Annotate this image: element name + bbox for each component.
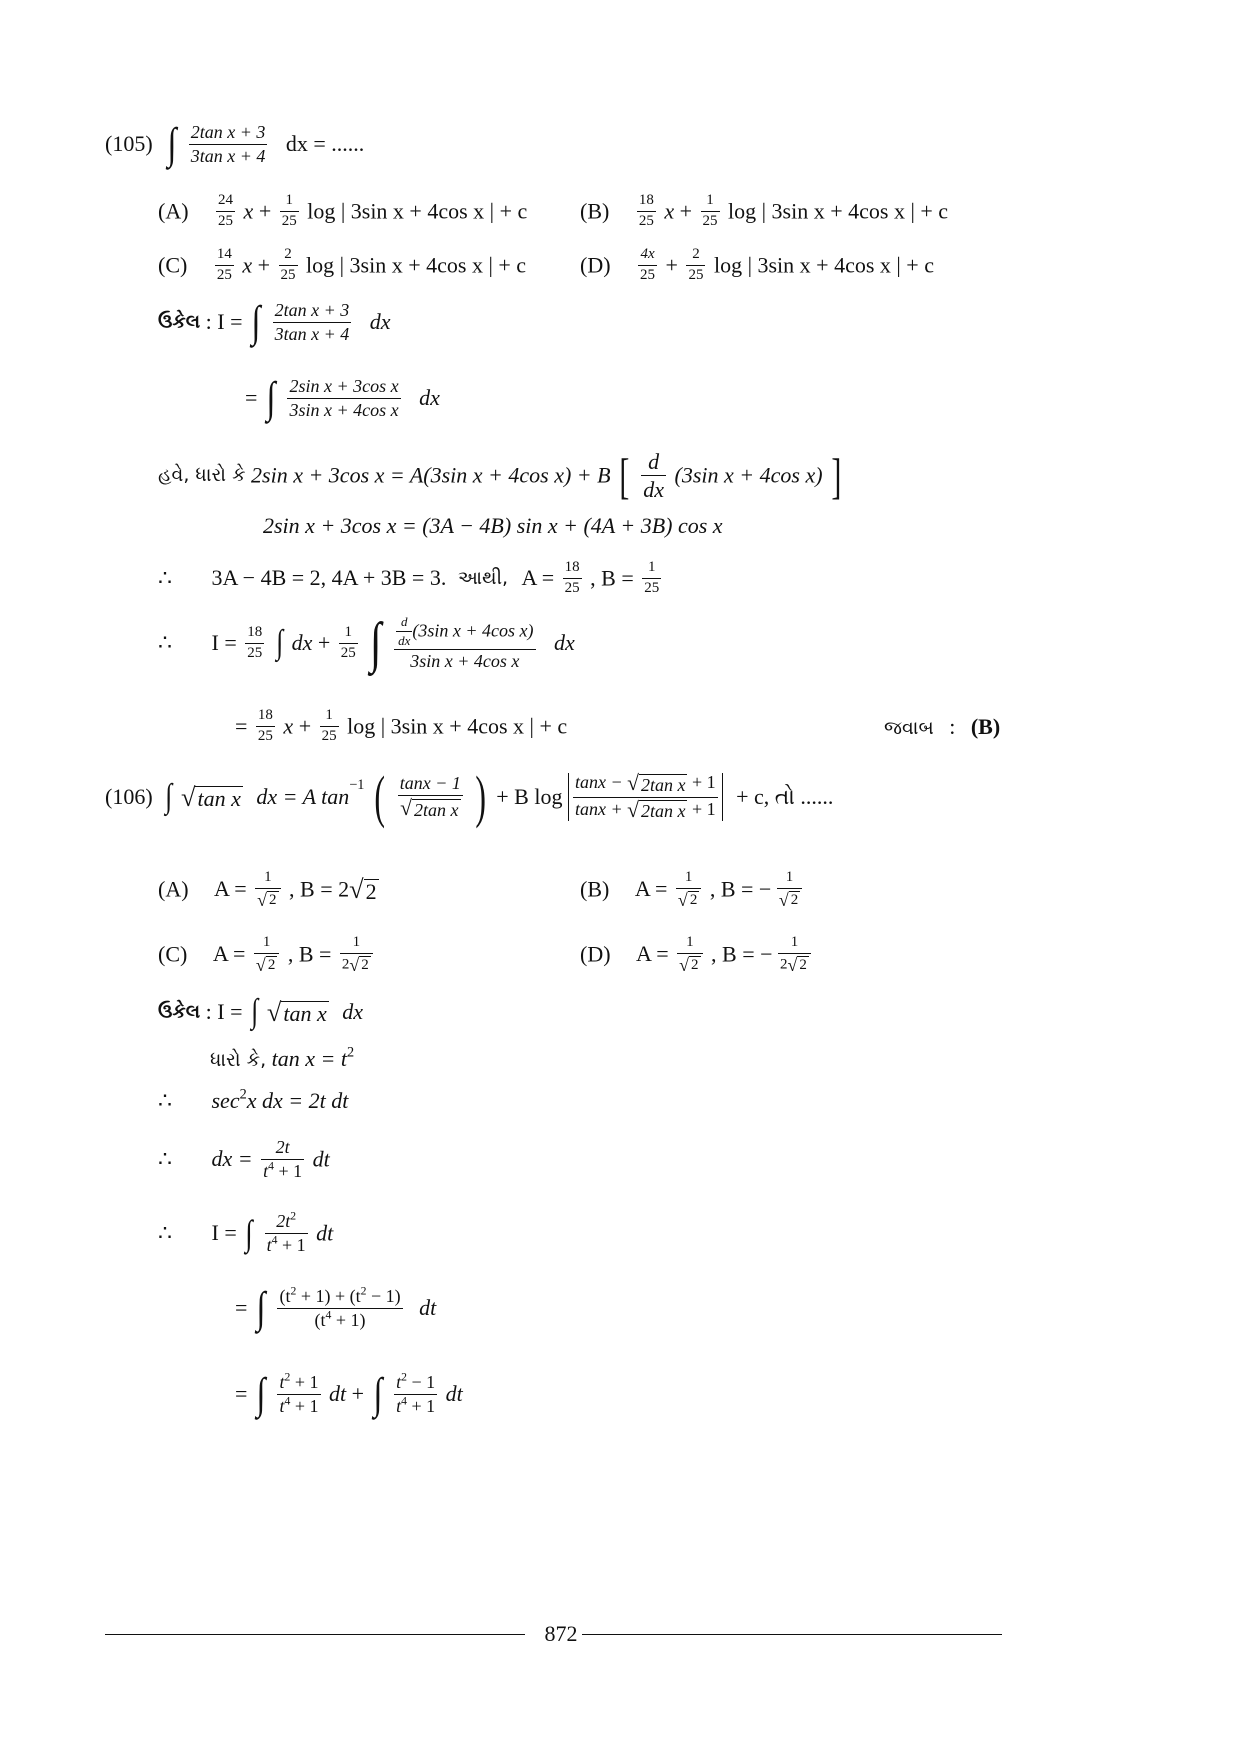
integral-sign: ∫ bbox=[251, 297, 261, 346]
solution-label: ઉકેલ bbox=[158, 1000, 201, 1023]
q105-step1: = ∫ $\frac{\text{2sin x + 3cos x}}{\text{3sin x + 4cos x}}$ dx bbox=[245, 373, 440, 422]
q106-split-line: = ∫ $\frac{(t^2 + 1) + (t^2 - 1)}{(t^4 + 1)}$ dt bbox=[235, 1283, 437, 1332]
q106-option-c: (C) A = $\frac{1}{√ 2}$ , B = $\frac{1}{2√ 2}$ bbox=[158, 935, 376, 974]
integral-sign: ∫ bbox=[256, 1369, 266, 1418]
footer-rule-left bbox=[105, 1634, 525, 1635]
integral-sign: ∫ bbox=[245, 1213, 253, 1254]
q106-two-integrals: = ∫ $\frac{t^2 + 1}{t^4 + 1}$ dt + ∫ $\frac{t^2 - 1}{t^4 + 1}$ dt bbox=[235, 1369, 463, 1418]
atan-argument: $\frac{\tan x - 1}{\text{√ 2tan x}}$ bbox=[399, 773, 461, 821]
q105-answer: જવાબ : (B) bbox=[884, 714, 1001, 739]
q105-option-a: (A) $\frac{24}{25}$ x + $\frac{1}{25}$ log | 3sin x + 4cos x | + c bbox=[158, 192, 528, 229]
integral-sign: ∫ bbox=[370, 612, 382, 675]
coef-frac: $\frac{18}{25}$ bbox=[638, 192, 654, 229]
integral-sign: ∫ bbox=[165, 778, 173, 815]
derivative-operator: $\frac{d}{dx}$ bbox=[643, 449, 665, 503]
integral-sign: ∫ bbox=[251, 993, 259, 1030]
q106-option-b: (B) A = $\frac{1}{√ 2}$ , B = − $\frac{1}{√ 2}$ bbox=[580, 870, 805, 909]
log-argument: $\frac{\text{tanx − √ 2tan x + 1}}{\text{tanx + √ 2tan x + 1}}$ bbox=[568, 773, 723, 821]
q105-integrand: $\frac{\text{2tan x + 3}}{\text{3tan x + 4}}$ bbox=[190, 121, 266, 166]
coef-frac: $\frac{24}{25}$ bbox=[218, 192, 234, 229]
coef-frac: $\frac{2}{25}$ bbox=[280, 246, 296, 283]
integral-sign: ∫ bbox=[266, 373, 276, 422]
coef-frac: $\frac{2}{25}$ bbox=[688, 246, 704, 283]
q106-question: (106) ∫ √tan x dx = A $\tan^{-1}$ ( $\frac{\tan x - 1}{\text{√ 2tan x}}$ ) + B log $\frac{\text{tanx − √ 2tan x + 1}}{\text{tanx + √ 2tan x + 1}}$ + c, તો ...... bbox=[105, 764, 834, 829]
integral-sign: ∫ bbox=[373, 1369, 383, 1418]
solution-label: ઉકેલ bbox=[158, 310, 201, 333]
a-value: $\frac{18}{25}$ bbox=[564, 559, 580, 596]
integral-sign: ∫ bbox=[167, 119, 177, 168]
sqrt-tan: √tan x bbox=[180, 781, 241, 812]
q105-final: = $\frac{18}{25}$ x + $\frac{1}{25}$ log | 3sin x + 4cos x | + c bbox=[235, 707, 568, 744]
q106-option-a: (A) A = $\frac{1}{√ 2}$ , B = 2√2 bbox=[158, 869, 377, 910]
q106-number: (106) bbox=[105, 784, 153, 809]
q105-number: (105) bbox=[105, 131, 153, 156]
q106-solution-start: ઉકેલ : I = ∫ √tan x dx bbox=[158, 993, 363, 1030]
integral-sign: ∫ bbox=[275, 624, 283, 662]
q105-dx-eq: dx = ...... bbox=[285, 131, 365, 156]
q106-i-line: ∴ I = ∫ $\frac{2t^2}{t^4 + 1}$ dt bbox=[158, 1209, 334, 1255]
q106-sec-line: ∴ $\sec^2x$ dx = 2t dt bbox=[158, 1086, 349, 1113]
b-value: $\frac{1}{25}$ bbox=[644, 559, 660, 596]
coef-frac: $\frac{14}{25}$ bbox=[216, 246, 232, 283]
q105-solution-start: ઉકેલ : I = ∫ $\frac{\text{2tan x + 3}}{\text{3tan x + 4}}$ dx bbox=[158, 297, 391, 346]
answer-label: જવાબ bbox=[884, 717, 934, 739]
q105-step1-frac: $\frac{\text{2sin x + 3cos x}}{\text{3sin x + 4cos x}}$ bbox=[289, 375, 399, 420]
coef-frac: $\frac{1}{25}$ bbox=[281, 192, 297, 229]
integral-sign: ∫ bbox=[256, 1283, 266, 1332]
q105-option-d: (D) $\frac{4x}{25}$ + $\frac{2}{25}$ log | 3sin x + 4cos x | + c bbox=[580, 246, 934, 283]
q106-option-d: (D) A = $\frac{1}{√ 2}$ , B = − $\frac{1}{2√ 2}$ bbox=[580, 935, 814, 974]
coef-frac: $\frac{1}{25}$ bbox=[702, 192, 718, 229]
q105-log-integrand: $\frac{d}{dx}$ (3sin x + 4cos x) 3sin x + 4cos x bbox=[394, 615, 535, 671]
q105-sol-integrand: $\frac{\text{2tan x + 3}}{\text{3tan x + 4}}$ bbox=[274, 299, 350, 344]
q105-option-b: (B) $\frac{18}{25}$ x + $\frac{1}{25}$ log | 3sin x + 4cos x | + c bbox=[580, 192, 949, 229]
q105-i-split: ∴ I = $\frac{18}{25}$ ∫ dx + $\frac{1}{25}$ ∫ $\frac{d}{dx}$ (3sin x + 4cos x) 3sin x + 4cos x dx bbox=[158, 612, 575, 675]
q106-dx-line: ∴ dx = $\frac{2t}{t^4 + 1}$ dt bbox=[158, 1137, 330, 1181]
page-number: 872 bbox=[544, 1621, 578, 1646]
answer-value: (B) bbox=[970, 714, 1001, 739]
q105-expand-line: 2sin x + 3cos x = (3A − 4B) sin x + (4A + 3B) cos x bbox=[263, 513, 723, 538]
coef-frac: $\frac{4x}{25}$ bbox=[640, 246, 656, 283]
q105-coef-line: ∴ 3A − 4B = 2, 4A + 3B = 3. આથી, A = $\frac{18}{25}$ , B = $\frac{1}{25}$ bbox=[158, 559, 660, 596]
footer-rule-right bbox=[582, 1634, 1002, 1635]
q106-substitution: ધારો કે, $\tan x = t^2$ bbox=[210, 1044, 355, 1071]
q105-question bbox=[105, 119, 365, 168]
q105-let-line: હવે, ધારો કે 2sin x + 3cos x = A(3sin x + 4cos x) + B [ $\frac{d}{dx}$ (3sin x + 4cos x) ] bbox=[158, 447, 842, 504]
q105-option-c: (C) $\frac{14}{25}$ x + $\frac{2}{25}$ log | 3sin x + 4cos x | + c bbox=[158, 246, 527, 283]
